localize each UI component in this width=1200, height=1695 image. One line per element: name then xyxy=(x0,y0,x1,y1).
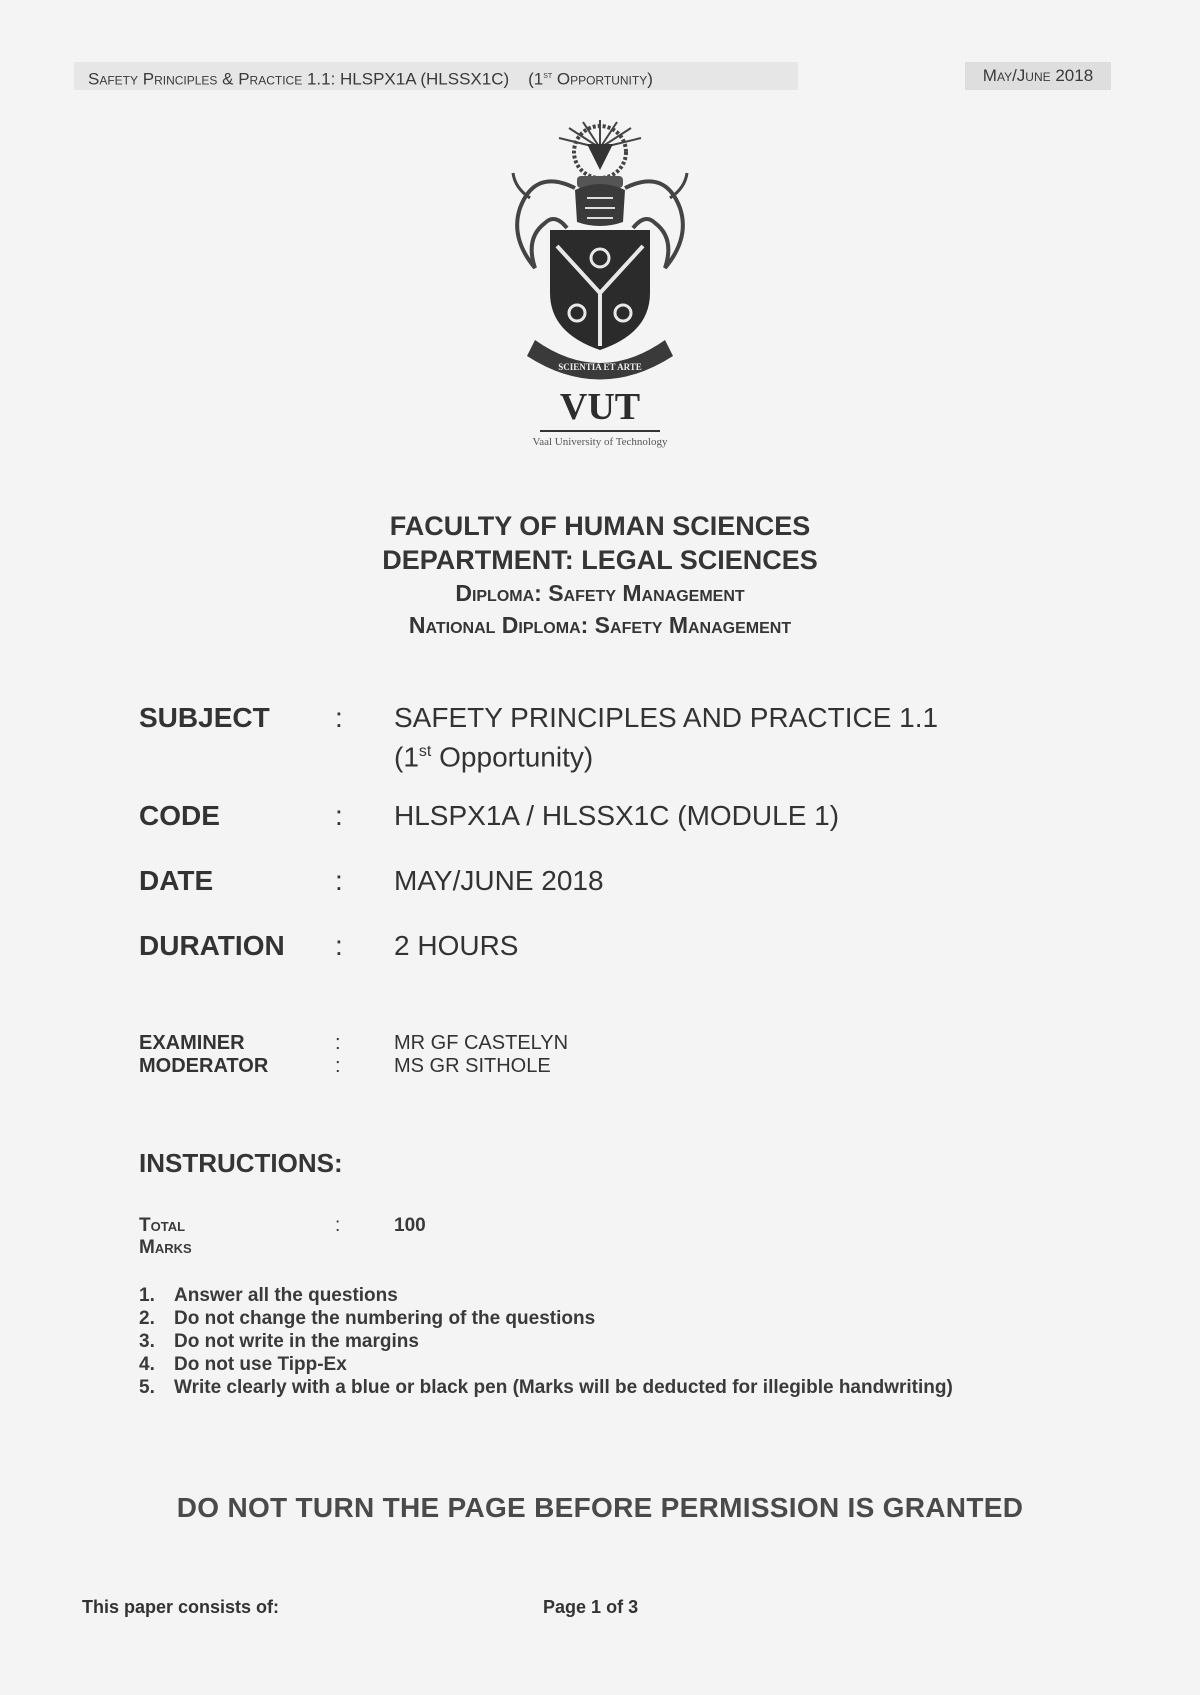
opportunity-sup: st xyxy=(543,70,553,81)
faculty-name: FACULTY OF HUMAN SCIENCES xyxy=(389,511,811,541)
vut-abbreviation: VUT xyxy=(559,386,641,428)
national-diploma-name: National Diploma: Safety Management xyxy=(408,612,792,638)
moderator-label: MODERATOR xyxy=(139,1055,269,1077)
header-course-title xyxy=(74,62,798,90)
instructions-list xyxy=(139,1284,953,1399)
list-item-number: 2. xyxy=(139,1308,155,1329)
list-item-text: Write clearly with a blue or black pen (Marks will be deducted for illegible handwriting) xyxy=(174,1377,953,1398)
list-item-text: Do not change the numbering of the questions xyxy=(174,1308,596,1329)
page-total: 3 xyxy=(628,1597,639,1617)
duration-value: 2 HOURS xyxy=(394,930,519,961)
date-label: DATE xyxy=(139,865,214,896)
examiner-value: MR GF CASTELYN xyxy=(394,1032,569,1054)
faculty-block xyxy=(0,509,1200,641)
subject-value-line1: SAFETY PRINCIPLES AND PRACTICE 1.1 xyxy=(394,702,939,733)
date-colon: : xyxy=(335,865,343,896)
list-item xyxy=(139,1353,953,1376)
total-marks-value: 100 xyxy=(394,1215,426,1236)
code-colon: : xyxy=(335,800,343,831)
crest-motto: SCIENTIA ET ARTE xyxy=(558,362,642,372)
moderator-value: MS GR SITHOLE xyxy=(394,1055,551,1077)
moderator-colon: : xyxy=(335,1055,341,1077)
total-marks-colon: : xyxy=(335,1215,341,1236)
duration-colon: : xyxy=(335,930,343,961)
date-value: MAY/JUNE 2018 xyxy=(394,865,604,896)
code-label: CODE xyxy=(139,800,220,831)
list-item xyxy=(139,1284,953,1307)
footer-consists: This paper consists of: xyxy=(82,1597,280,1617)
subject-value-sup: st xyxy=(418,743,432,760)
diploma-name: Diploma: Safety Management xyxy=(455,580,745,606)
list-item-number: 3. xyxy=(139,1331,155,1352)
list-item xyxy=(139,1330,953,1353)
list-item-number: 1. xyxy=(139,1285,155,1306)
vut-divider xyxy=(540,430,660,432)
opportunity-suffix: Opportunity) xyxy=(552,69,653,89)
list-item-number: 4. xyxy=(139,1354,155,1375)
list-item-text: Do not write in the margins xyxy=(174,1331,419,1352)
header-date: May/June 2018 xyxy=(965,62,1111,90)
instructions-heading: INSTRUCTIONS: xyxy=(139,1148,343,1178)
vut-full-name: Vaal University of Technology xyxy=(532,436,668,448)
total-marks-label: Total Marks xyxy=(139,1215,192,1258)
list-item-text: Do not use Tipp-Ex xyxy=(174,1354,347,1375)
subject-value-suffix: Opportunity) xyxy=(431,741,594,773)
list-item-number: 5. xyxy=(139,1377,155,1398)
opportunity-prefix: (1 xyxy=(528,69,544,89)
course-title: Safety Principles & Practice 1.1: HLSPX1A (HLSSX1C) xyxy=(88,69,510,89)
code-value: HLSPX1A / HLSSX1C (MODULE 1) xyxy=(394,800,840,831)
list-item-text: Answer all the questions xyxy=(174,1285,398,1306)
permission-warning: DO NOT TURN THE PAGE BEFORE PERMISSION IS GRANTED xyxy=(176,1492,1024,1523)
subject-label: SUBJECT xyxy=(139,702,270,733)
list-item xyxy=(139,1307,953,1330)
examiner-colon: : xyxy=(335,1032,341,1054)
duration-label: DURATION xyxy=(139,930,285,961)
list-item xyxy=(139,1376,953,1399)
department-name: DEPARTMENT: LEGAL SCIENCES xyxy=(382,545,818,575)
vut-wordmark xyxy=(500,386,700,448)
university-crest-logo xyxy=(505,118,695,388)
page-word: Page xyxy=(543,1597,587,1617)
subject-colon: : xyxy=(335,702,343,733)
subject-value-prefix: (1 xyxy=(394,741,419,773)
examiner-label: EXAMINER xyxy=(139,1032,245,1054)
page-of: of xyxy=(606,1597,624,1617)
subject-value xyxy=(394,701,994,774)
footer-page-number xyxy=(543,1597,638,1618)
page-current: 1 xyxy=(591,1597,602,1617)
